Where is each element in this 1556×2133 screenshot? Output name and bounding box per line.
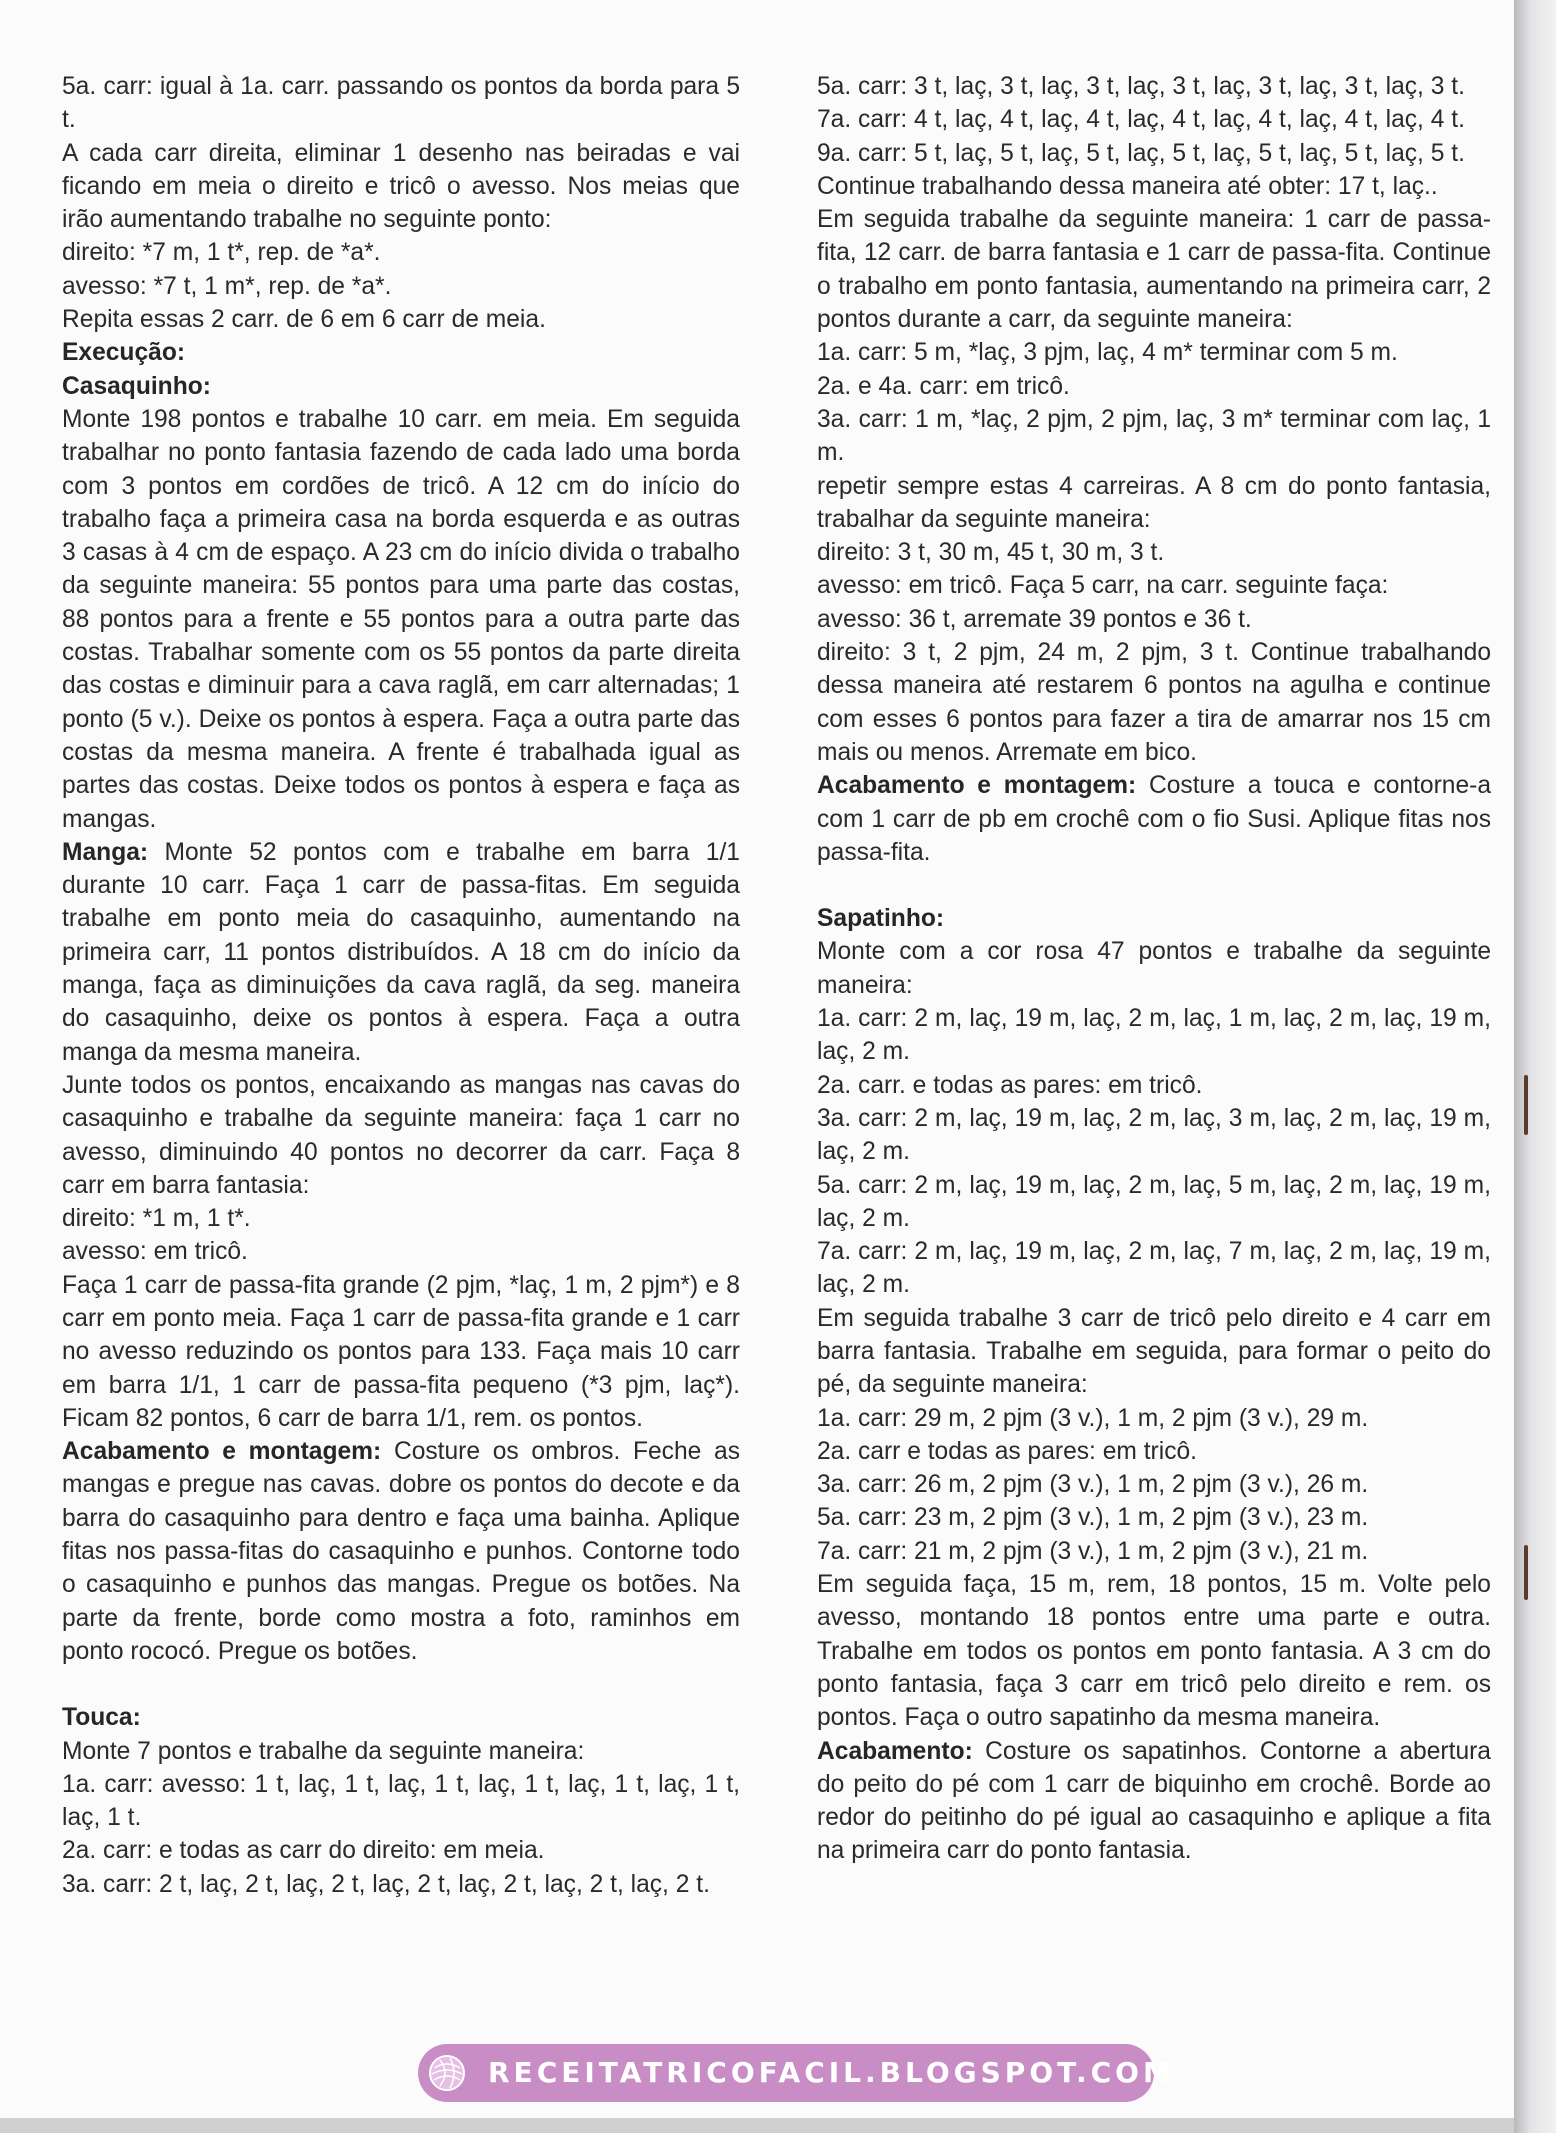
paragraph-text: Monte 7 pontos e trabalhe da seguinte maneira: <box>62 1737 585 1765</box>
paragraph-text: direito: *7 m, 1 t*, rep. de *a*. <box>62 239 381 267</box>
paragraph <box>62 137 740 237</box>
paragraph-text: direito: 3 t, 30 m, 45 t, 30 m, 3 t. <box>817 539 1165 567</box>
paragraph-text: avesso: em tricô. <box>62 1238 248 1266</box>
paragraph-text: 1a. carr: 29 m, 2 pjm (3 v.), 1 m, 2 pjm (3 v.), 29 m. <box>817 1404 1369 1432</box>
paragraph-text: Monte com a cor rosa 47 pontos e trabalhe da seguinte maneira: <box>817 938 1491 999</box>
paragraph <box>817 1501 1491 1534</box>
paragraph <box>817 1169 1491 1236</box>
section-heading <box>817 902 1491 935</box>
paragraph-text: Faça 1 carr de passa-fita grande (2 pjm, *laç, 1 m, 2 pjm*) e 8 carr em ponto meia. Faça 1 carr de passa-fita grande e 1 carr no avesso reduzindo os pontos para 133. Faça mais 10 carr em barra 1/1, 1 carr de passa-fita pequeno (*3 pjm, laç*). Ficam 82 pontos, 6 carr de barra 1/1, rem. os pontos. <box>62 1271 740 1432</box>
paragraph-label: Acabamento e montagem: <box>62 1438 382 1466</box>
paragraph-text: 3a. carr: 1 m, *laç, 2 pjm, 2 pjm, laç, 3 m* terminar com laç, 1 m. <box>817 405 1491 467</box>
paragraph-text: direito: *1 m, 1 t*. <box>62 1205 251 1233</box>
paragraph-text: avesso: 36 t, arremate 39 pontos e 36 t. <box>817 605 1252 633</box>
paragraph-text: Repita essas 2 carr. de 6 em 6 carr de meia. <box>62 306 546 334</box>
paragraph <box>817 1468 1491 1501</box>
paragraph-text: 5a. carr: 2 m, laç, 19 m, laç, 2 m, laç, 5 m, laç, 2 m, laç, 19 m, laç, 2 m. <box>817 1171 1491 1232</box>
staple-mark <box>1524 1075 1528 1135</box>
paragraph-text: 2a. carr e todas as pares: em tricô. <box>817 1437 1198 1465</box>
paragraph-text: 5a. carr: 23 m, 2 pjm (3 v.), 1 m, 2 pjm (3 v.), 23 m. <box>817 1504 1369 1532</box>
paragraph <box>62 1868 740 1901</box>
paragraph <box>62 1834 740 1867</box>
paragraph-text: Monte 52 pontos com e trabalhe em barra 1/1 durante 10 carr. Faça 1 carr de passa-fitas. Em seguida trabalhe em ponto meia do casaquinho, aumentando na primeira carr, 11 pontos distribuídos. A 18 cm do início da manga, faça as diminuições da cava raglã, da seg. maneira do casaquinho, deixe os pontos à espera. Faça a outra manga da mesma maneira. <box>62 838 740 1066</box>
paragraph-text: 1a. carr: avesso: 1 t, laç, 1 t, laç, 1 t, laç, 1 t, laç, 1 t, laç, 1 t, laç, 1 t. <box>62 1770 740 1832</box>
paragraph <box>62 1269 740 1435</box>
paragraph <box>817 70 1491 103</box>
paragraph <box>817 1435 1491 1468</box>
paragraph-text: Em seguida faça, 15 m, rem, 18 pontos, 15 m. Volte pelo avesso, montando 18 pontos entre uma parte e outra. Trabalhe em todos os pontos em ponto fantasia. A 3 cm do ponto fantasia, faça 3 carr em tricô pelo direito e rem. os pontos. Faça o outro sapatinho da mesma maneira. <box>817 1571 1491 1732</box>
paragraph-text: Monte 198 pontos e trabalhe 10 carr. em meia. Em seguida trabalhar no ponto fantasia fazendo de cada lado uma borda com 3 pontos em cordões de tricô. A 12 cm do início do trabalho faça a primeira casa na borda esquerda e as outras 3 casas à 4 cm de espaço. A 23 cm do início divida o trabalho da seguinte maneira: 55 pontos para uma parte das costas, 88 pontos para a frente e 55 pontos para a outra parte das costas. Trabalhar somente com os 55 pontos da parte direita das costas e diminuir para a cava raglã, em carr alternadas; 1 ponto (5 v.). Deixe os pontos à espera. Faça a outra parte das costas da mesma maneira. A frente é trabalhada igual as partes das costas. Deixe todos os pontos à espera e faça as mangas. <box>62 405 740 833</box>
staple-mark <box>1524 1545 1528 1600</box>
paragraph <box>817 769 1491 869</box>
paragraph <box>817 170 1491 203</box>
right-column <box>817 70 1491 1868</box>
paragraph <box>62 403 740 836</box>
page-binding-edge <box>1514 0 1556 2133</box>
paragraph <box>817 1735 1491 1868</box>
paragraph <box>817 103 1491 136</box>
paragraph-text: 3a. carr: 26 m, 2 pjm (3 v.), 1 m, 2 pjm (3 v.), 26 m. <box>817 1471 1369 1499</box>
paragraph-text: avesso: em tricô. Faça 5 carr, na carr. seguinte faça: <box>817 572 1389 600</box>
paragraph-text: 5a. carr: igual à 1a. carr. passando os pontos da borda para 5 t. <box>62 73 740 134</box>
paragraph <box>817 403 1491 470</box>
paragraph-text: Costure a touca e contorne-a com 1 carr de pb em crochê com o fio Susi. Aplique fitas nos passa-fita. <box>817 772 1492 866</box>
paragraph <box>817 1235 1491 1302</box>
paragraph-text: 2a. e 4a. carr: em tricô. <box>817 372 1070 400</box>
paragraph-label: Sapatinho: <box>817 905 945 933</box>
paragraph <box>62 303 740 336</box>
paragraph <box>817 1568 1491 1734</box>
paragraph <box>62 1735 740 1768</box>
paragraph <box>62 270 740 303</box>
paragraph-text: Em seguida trabalhe da seguinte maneira: 1 carr de passa-fita, 12 carr. de barra fantasia e 1 carr de passa-fita. Continue o trabalho em ponto fantasia, aumentando na primeira carr, 2 pontos durante a carr, da seguinte maneira: <box>817 206 1491 334</box>
paragraph-text: Continue trabalhando dessa maneira até obter: 17 t, laç.. <box>817 172 1438 200</box>
paragraph <box>817 1302 1491 1402</box>
paragraph <box>62 70 740 137</box>
paragraph <box>817 370 1491 403</box>
blog-url[interactable]: RECEITATRICOFACIL.BLOGSPOT.COM <box>488 2056 1175 2089</box>
section-heading <box>62 1701 740 1734</box>
paragraph <box>817 603 1491 636</box>
blog-url-badge[interactable] <box>418 2044 1175 2102</box>
left-column <box>62 70 740 1901</box>
paragraph-gap <box>62 1668 740 1701</box>
paragraph-label: Execução: <box>62 339 186 367</box>
paragraph-label: Casaquinho: <box>62 372 211 400</box>
paragraph-text: 5a. carr: 3 t, laç, 3 t, laç, 3 t, laç, 3 t, laç, 3 t, laç, 3 t, laç, 3 t. <box>817 73 1465 100</box>
paragraph <box>817 470 1491 537</box>
paragraph <box>62 836 740 1069</box>
paragraph-text: Costure os sapatinhos. Contorne a abertura do peito do pé com 1 carr de biquinho em crochê. Borde ao redor do peitinho do pé igual ao casaquinho e aplique a fita na primeira carr do ponto fantasia. <box>817 1737 1491 1865</box>
paragraph-text: 2a. carr. e todas as pares: em tricô. <box>817 1071 1203 1099</box>
paragraph-text: 7a. carr: 2 m, laç, 19 m, laç, 2 m, laç, 7 m, laç, 2 m, laç, 19 m, laç, 2 m. <box>817 1238 1491 1299</box>
paragraph-text: 9a. carr: 5 t, laç, 5 t, laç, 5 t, laç, 5 t, laç, 5 t, laç, 5 t, laç, 5 t. <box>817 139 1465 167</box>
paragraph <box>817 636 1491 769</box>
paragraph-text: 1a. carr: 5 m, *laç, 3 pjm, laç, 4 m* terminar com 5 m. <box>817 339 1398 367</box>
paragraph <box>817 137 1491 170</box>
paragraph-text: repetir sempre estas 4 carreiras. A 8 cm do ponto fantasia, trabalhar da seguinte maneira: <box>817 472 1491 533</box>
paragraph-text: A cada carr direita, eliminar 1 desenho nas beiradas e vai ficando em meia o direito e tricô o avesso. Nos meias que irão aumentando trabalhe no seguinte ponto: <box>62 139 740 234</box>
paragraph-text: 2a. carr: e todas as carr do direito: em meia. <box>62 1837 545 1865</box>
paragraph <box>817 935 1491 1002</box>
paragraph-text: 7a. carr: 4 t, laç, 4 t, laç, 4 t, laç, 4 t, laç, 4 t, laç, 4 t, laç, 4 t. <box>817 106 1465 134</box>
paragraph-text: 3a. carr: 2 m, laç, 19 m, laç, 2 m, laç, 3 m, laç, 2 m, laç, 19 m, laç, 2 m. <box>817 1104 1491 1166</box>
paragraph-text: avesso: *7 t, 1 m*, rep. de *a*. <box>62 272 392 300</box>
paragraph <box>62 1069 740 1202</box>
paragraph <box>817 1069 1491 1102</box>
paragraph <box>62 1768 740 1835</box>
paragraph <box>62 236 740 269</box>
paragraph-text: 3a. carr: 2 t, laç, 2 t, laç, 2 t, laç, 2 t, laç, 2 t, laç, 2 t, laç, 2 t. <box>62 1870 710 1898</box>
paragraph <box>62 1202 740 1235</box>
paragraph <box>817 1535 1491 1568</box>
paragraph-text: 7a. carr: 21 m, 2 pjm (3 v.), 1 m, 2 pjm (3 v.), 21 m. <box>817 1537 1369 1565</box>
paragraph-text: 1a. carr: 2 m, laç, 19 m, laç, 2 m, laç, 1 m, laç, 2 m, laç, 19 m, laç, 2 m. <box>817 1005 1491 1066</box>
paragraph <box>817 1002 1491 1069</box>
paragraph-label: Touca: <box>62 1704 141 1732</box>
paragraph-label: Acabamento: <box>817 1737 973 1765</box>
paragraph-text: direito: 3 t, 2 pjm, 24 m, 2 pjm, 3 t. Continue trabalhando dessa maneira até restarem 6 pontos na agulha e continue com esses 6 pontos para fazer a tira de amarrar nos 15 cm mais ou menos. Arremate em bico. <box>817 639 1491 766</box>
paragraph <box>817 203 1491 336</box>
paragraph-gap <box>817 869 1491 902</box>
paragraph <box>62 1435 740 1668</box>
paragraph-label: Acabamento e montagem: <box>817 772 1137 800</box>
section-heading <box>62 370 740 403</box>
paragraph <box>817 569 1491 602</box>
paragraph <box>62 1235 740 1268</box>
yarn-ball-icon <box>428 2054 466 2092</box>
paragraph <box>817 1402 1491 1435</box>
section-heading <box>62 336 740 369</box>
paragraph-text: Em seguida trabalhe 3 carr de tricô pelo direito e 4 carr em barra fantasia. Trabalhe em seguida, para formar o peito do pé, da seguinte maneira: <box>817 1304 1491 1399</box>
paragraph <box>817 336 1491 369</box>
paragraph-label: Manga: <box>62 838 149 866</box>
paragraph-text: Junte todos os pontos, encaixando as mangas nas cavas do casaquinho e trabalhe da seguinte maneira: faça 1 carr no avesso, diminuindo 40 pontos no decorrer da carr. Faça 8 carr em barra fantasia: <box>62 1071 740 1199</box>
paragraph <box>817 536 1491 569</box>
paragraph-text: Costure os ombros. Feche as mangas e pregue nas cavas. dobre os pontos do decote e da barra do casaquinho para dentro e faça uma bainha. Aplique fitas nos passa-fitas do casaquinho e punhos. Contorne todo o casaquinho e punhos das mangas. Pregue os botões. Na parte da frente, borde como mostra a foto, raminhos em ponto rococó. Pregue os botões. <box>62 1438 741 1665</box>
paragraph <box>817 1102 1491 1169</box>
